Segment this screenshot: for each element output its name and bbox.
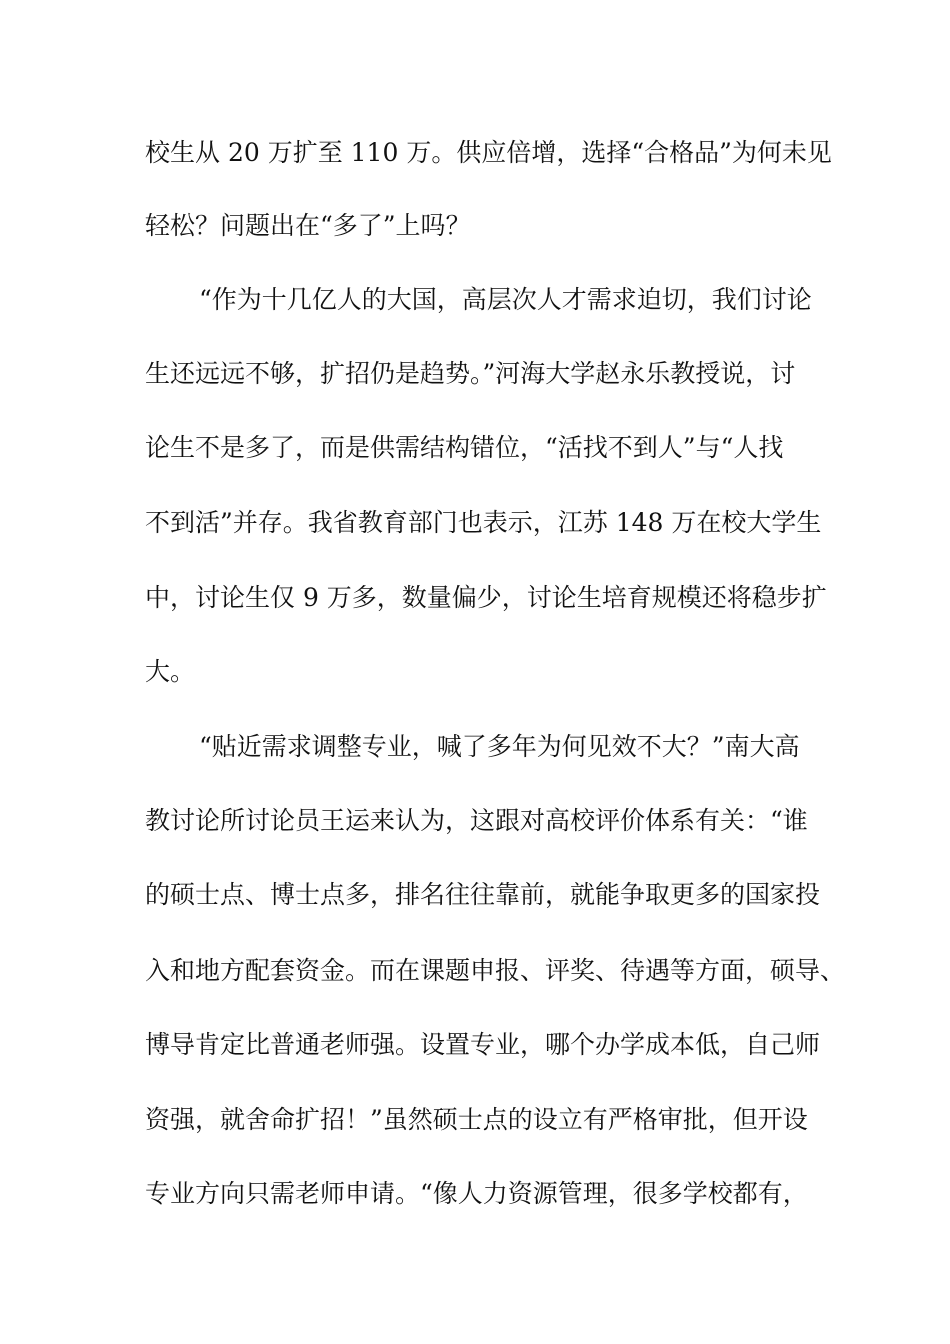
- paragraph-start-line: “作为十几亿人的大国，高层次人才需求迫切，我们讨论: [199, 285, 812, 314]
- text-line: 生还远远不够，扩招仍是趋势。”河海大学赵永乐教授说，讨: [145, 359, 796, 388]
- paragraph-start-line: “贴近需求调整专业，喊了多年为何见效不大？”南大高: [199, 732, 800, 761]
- text-line: 论生不是多了，而是供需结构错位，“活找不到人”与“人找: [145, 433, 784, 462]
- text-line: 的硕士点、博士点多，排名往往靠前，就能争取更多的国家投: [145, 880, 821, 909]
- text-line: 中，讨论生仅 9 万多，数量偏少，讨论生培育规模还将稳步扩: [145, 583, 827, 612]
- text-line: 轻松？问题出在“多了”上吗？: [145, 211, 471, 240]
- text-line: 校生从 20 万扩至 110 万。供应倍增，选择“合格品”为何未见: [145, 138, 832, 167]
- text-line: 入和地方配套资金。而在课题申报、评奖、待遇等方面，硕导、: [145, 956, 846, 985]
- text-line: 专业方向只需老师申请。“像人力资源管理，很多学校都有，: [145, 1179, 808, 1208]
- text-line: 大。: [145, 657, 196, 686]
- text-line: 博导肯定比普通老师强。设置专业，哪个办学成本低，自己师: [145, 1030, 821, 1059]
- text-line: 资强，就舍命扩招！”虽然硕士点的设立有严格审批，但开设: [145, 1105, 808, 1134]
- text-line: 不到活”并存。我省教育部门也表示，江苏 148 万在校大学生: [145, 508, 822, 537]
- text-line: 教讨论所讨论员王运来认为，这跟对高校评价体系有关：“谁: [145, 806, 808, 835]
